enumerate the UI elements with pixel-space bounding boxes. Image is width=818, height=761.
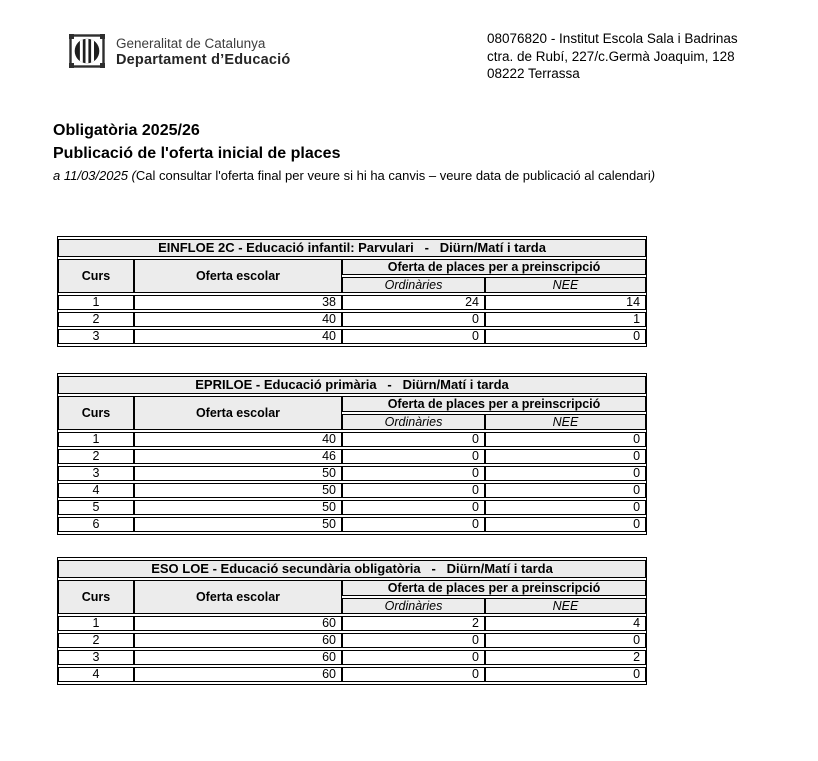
cell-nee: 0 <box>485 667 646 682</box>
cell-curs: 2 <box>58 312 134 327</box>
cell-curs: 3 <box>58 466 134 481</box>
col-header-preinscripcio: Oferta de places per a preinscripció <box>342 259 646 275</box>
note-date: a 11/03/2025 ( <box>53 168 136 183</box>
cell-curs: 6 <box>58 517 134 532</box>
table-row <box>58 432 646 447</box>
cell-nee: 4 <box>485 616 646 631</box>
cell-ordinaries: 2 <box>342 616 485 631</box>
table-row <box>58 616 646 631</box>
col-header-nee: NEE <box>485 598 646 614</box>
header-brand <box>69 34 290 69</box>
cell-curs: 3 <box>58 329 134 344</box>
col-header-oferta-escolar: Oferta escolar <box>134 580 342 614</box>
brand-line-generalitat: Generalitat de Catalunya <box>116 36 266 51</box>
cell-oferta-escolar: 40 <box>134 312 342 327</box>
note-text: Cal consultar l'oferta final per veure si hi ha canvis – veure data de publicació al calendari <box>135 168 651 183</box>
cell-nee: 0 <box>485 466 646 481</box>
cell-oferta-escolar: 38 <box>134 295 342 310</box>
col-header-ordinaries: Ordinàries <box>342 277 485 293</box>
table-row <box>58 517 646 532</box>
table-title: EINFLOE 2C - Educació infantil: Parvulari - Diürn/Matí i tarda <box>58 239 646 257</box>
document-titles <box>53 119 655 183</box>
cell-curs: 2 <box>58 449 134 464</box>
table-row <box>58 295 646 310</box>
cell-ordinaries: 0 <box>342 466 485 481</box>
cell-curs: 1 <box>58 432 134 447</box>
table-title: ESO LOE - Educació secundària obligatòria - Diürn/Matí i tarda <box>58 560 646 578</box>
cell-nee: 0 <box>485 329 646 344</box>
col-header-preinscripcio: Oferta de places per a preinscripció <box>342 580 646 596</box>
col-header-oferta-escolar: Oferta escolar <box>134 396 342 430</box>
doc-title-main: Publicació de l'oferta inicial de places <box>53 145 341 162</box>
col-header-curs: Curs <box>58 396 134 430</box>
cell-oferta-escolar: 46 <box>134 449 342 464</box>
col-header-curs: Curs <box>58 259 134 293</box>
col-header-ordinaries: Ordinàries <box>342 598 485 614</box>
cell-nee: 0 <box>485 432 646 447</box>
table-row <box>58 500 646 515</box>
col-header-nee: NEE <box>485 277 646 293</box>
cell-oferta-escolar: 60 <box>134 667 342 682</box>
cell-oferta-escolar: 50 <box>134 500 342 515</box>
school-info <box>487 30 738 83</box>
school-city: 08222 Terrassa <box>487 66 580 81</box>
cell-oferta-escolar: 40 <box>134 432 342 447</box>
table-row <box>58 312 646 327</box>
cell-ordinaries: 0 <box>342 432 485 447</box>
table-row <box>58 466 646 481</box>
col-header-curs: Curs <box>58 580 134 614</box>
cell-nee: 14 <box>485 295 646 310</box>
cell-ordinaries: 0 <box>342 312 485 327</box>
cell-oferta-escolar: 40 <box>134 329 342 344</box>
table-row <box>58 483 646 498</box>
cell-oferta-escolar: 60 <box>134 650 342 665</box>
cell-curs: 5 <box>58 500 134 515</box>
school-code-name: 08076820 - Institut Escola Sala i Badrinas <box>487 31 738 46</box>
cell-oferta-escolar: 50 <box>134 517 342 532</box>
cell-ordinaries: 0 <box>342 667 485 682</box>
cell-curs: 1 <box>58 295 134 310</box>
brand-line-departament: Departament d’Educació <box>116 52 291 68</box>
cell-oferta-escolar: 60 <box>134 616 342 631</box>
cell-nee: 0 <box>485 633 646 648</box>
table-row <box>58 449 646 464</box>
cell-oferta-escolar: 50 <box>134 466 342 481</box>
cell-ordinaries: 0 <box>342 329 485 344</box>
note-close-paren: ) <box>650 168 656 183</box>
table-row <box>58 329 646 344</box>
cell-curs: 1 <box>58 616 134 631</box>
cell-ordinaries: 0 <box>342 449 485 464</box>
cell-curs: 3 <box>58 650 134 665</box>
table-row <box>58 650 646 665</box>
col-header-nee: NEE <box>485 414 646 430</box>
table-row <box>58 667 646 682</box>
cell-oferta-escolar: 60 <box>134 633 342 648</box>
table-eso-loe <box>57 557 647 685</box>
school-address: ctra. de Rubí, 227/c.Germà Joaquim, 128 <box>487 48 735 64</box>
doc-title-regime: Obligatòria 2025/26 <box>53 122 200 139</box>
cell-nee: 0 <box>485 500 646 515</box>
cell-nee: 0 <box>485 483 646 498</box>
cell-curs: 4 <box>58 667 134 682</box>
cell-nee: 2 <box>485 650 646 665</box>
col-header-preinscripcio: Oferta de places per a preinscripció <box>342 396 646 412</box>
cell-ordinaries: 0 <box>342 633 485 648</box>
cell-ordinaries: 0 <box>342 483 485 498</box>
table-einfloe-2c <box>57 236 647 347</box>
cell-oferta-escolar: 50 <box>134 483 342 498</box>
generalitat-logo-icon <box>69 34 105 68</box>
table-title: EPRILOE - Educació primària - Diürn/Matí i tarda <box>58 376 646 394</box>
cell-ordinaries: 0 <box>342 500 485 515</box>
col-header-ordinaries: Ordinàries <box>342 414 485 430</box>
cell-curs: 4 <box>58 483 134 498</box>
col-header-oferta-escolar: Oferta escolar <box>134 259 342 293</box>
cell-ordinaries: 24 <box>342 295 485 310</box>
cell-curs: 2 <box>58 633 134 648</box>
table-eprinoe-primaria <box>57 373 647 535</box>
cell-nee: 1 <box>485 312 646 327</box>
brand-text <box>116 34 290 69</box>
cell-ordinaries: 0 <box>342 650 485 665</box>
cell-nee: 0 <box>485 517 646 532</box>
doc-note <box>53 168 655 183</box>
table-row <box>58 633 646 648</box>
cell-nee: 0 <box>485 449 646 464</box>
cell-ordinaries: 0 <box>342 517 485 532</box>
